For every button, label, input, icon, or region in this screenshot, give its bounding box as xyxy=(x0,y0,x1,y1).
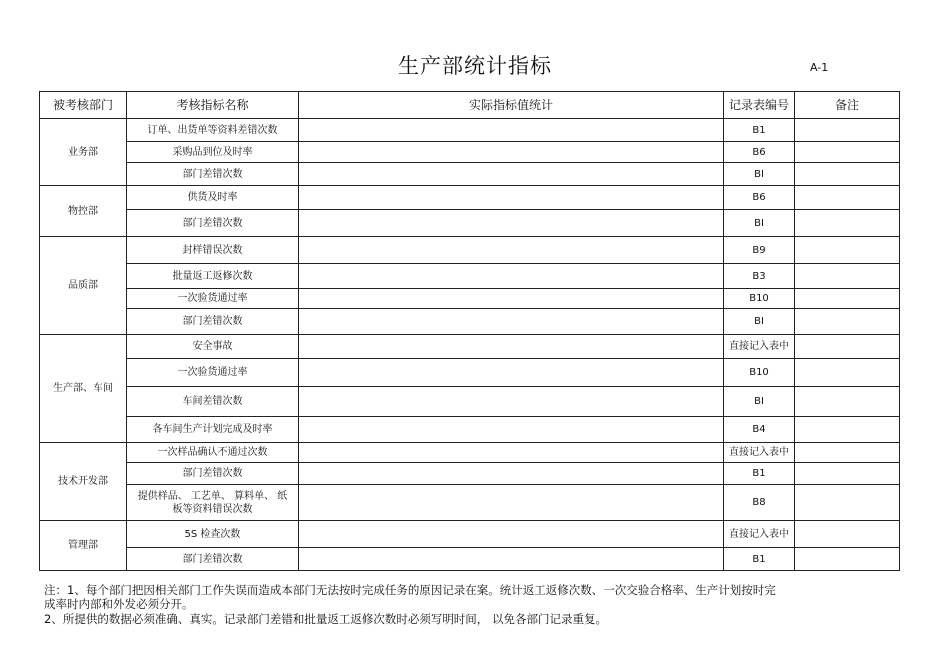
actual-value-cell[interactable] xyxy=(299,443,724,463)
remark-cell[interactable] xyxy=(795,521,900,548)
indicator-cell: 采购品到位及时率 xyxy=(127,142,299,163)
table-row xyxy=(40,359,900,387)
table-row xyxy=(40,142,900,163)
ref-no-cell: B10 xyxy=(724,289,795,309)
note-line-1: 注：1、每个部门把因相关部门工作失误而造成本部门无法按时完成任务的原因记录在案。统计返工返修次数、一次交验合格率、生产计划按时完 xyxy=(44,583,776,597)
remark-cell[interactable] xyxy=(795,119,900,142)
ref-no-cell: B3 xyxy=(724,264,795,289)
table-row xyxy=(40,443,900,463)
ref-no-cell: B1 xyxy=(724,119,795,142)
actual-value-cell[interactable] xyxy=(299,119,724,142)
table-row xyxy=(40,548,900,571)
remark-cell[interactable] xyxy=(795,264,900,289)
note-line-2: 成率时内部和外发必须分开。 xyxy=(44,597,194,611)
table-header-row xyxy=(40,92,900,119)
actual-value-cell[interactable] xyxy=(299,359,724,387)
remark-cell[interactable] xyxy=(795,289,900,309)
actual-value-cell[interactable] xyxy=(299,548,724,571)
header-ref-no: 记录表编号 xyxy=(724,92,795,119)
remark-cell[interactable] xyxy=(795,142,900,163)
remark-cell[interactable] xyxy=(795,210,900,237)
actual-value-cell[interactable] xyxy=(299,142,724,163)
indicator-cell: 一次样品确认不通过次数 xyxy=(127,443,299,463)
indicator-cell: 一次验货通过率 xyxy=(127,359,299,387)
ref-no-cell: B9 xyxy=(724,237,795,264)
header-remark: 备注 xyxy=(795,92,900,119)
table-row xyxy=(40,289,900,309)
indicator-cell: 供货及时率 xyxy=(127,186,299,210)
actual-value-cell[interactable] xyxy=(299,289,724,309)
department-cell: 业务部 xyxy=(40,119,127,186)
department-cell: 技术开发部 xyxy=(40,443,127,521)
ref-no-cell: B4 xyxy=(724,417,795,443)
ref-no-cell: BI xyxy=(724,163,795,186)
header-indicator: 考核指标名称 xyxy=(127,92,299,119)
ref-no-cell: B10 xyxy=(724,359,795,387)
actual-value-cell[interactable] xyxy=(299,417,724,443)
ref-no-cell: B1 xyxy=(724,548,795,571)
indicator-cell: 5S 检查次数 xyxy=(127,521,299,548)
ref-no-cell: B1 xyxy=(724,463,795,485)
department-cell: 生产部、车间 xyxy=(40,335,127,443)
ref-no-cell: BI xyxy=(724,210,795,237)
actual-value-cell[interactable] xyxy=(299,186,724,210)
indicator-cell: 一次验货通过率 xyxy=(127,289,299,309)
actual-value-cell[interactable] xyxy=(299,309,724,335)
actual-value-cell[interactable] xyxy=(299,210,724,237)
actual-value-cell[interactable] xyxy=(299,264,724,289)
remark-cell[interactable] xyxy=(795,485,900,521)
table-row xyxy=(40,186,900,210)
table-row xyxy=(40,387,900,417)
table-row xyxy=(40,309,900,335)
actual-value-cell[interactable] xyxy=(299,463,724,485)
table-row xyxy=(40,335,900,359)
actual-value-cell[interactable] xyxy=(299,521,724,548)
indicator-cell: 提供样品、 工艺单、 算料单、 纸 板等资料错误次数 xyxy=(127,485,299,521)
ref-no-cell: 直接记入表中 xyxy=(724,521,795,548)
table-row xyxy=(40,417,900,443)
department-cell: 管理部 xyxy=(40,521,127,571)
indicator-table xyxy=(39,91,900,571)
indicator-cell: 批量返工返修次数 xyxy=(127,264,299,289)
remark-cell[interactable] xyxy=(795,359,900,387)
remark-cell[interactable] xyxy=(795,548,900,571)
remark-cell[interactable] xyxy=(795,443,900,463)
indicator-cell: 部门差错次数 xyxy=(127,210,299,237)
indicator-cell: 各车间生产计划完成及时率 xyxy=(127,417,299,443)
indicator-cell: 部门差错次数 xyxy=(127,463,299,485)
remark-cell[interactable] xyxy=(795,237,900,264)
actual-value-cell[interactable] xyxy=(299,485,724,521)
page-title: 生产部统计指标 xyxy=(398,54,552,78)
table-body xyxy=(40,119,900,571)
ref-no-cell: 直接记入表中 xyxy=(724,443,795,463)
ref-no-cell: B6 xyxy=(724,186,795,210)
remark-cell[interactable] xyxy=(795,417,900,443)
indicator-cell: 部门差错次数 xyxy=(127,548,299,571)
actual-value-cell[interactable] xyxy=(299,163,724,186)
indicator-cell: 安全事故 xyxy=(127,335,299,359)
table-row xyxy=(40,521,900,548)
department-cell: 品质部 xyxy=(40,237,127,335)
actual-value-cell[interactable] xyxy=(299,335,724,359)
ref-no-cell: B8 xyxy=(724,485,795,521)
remark-cell[interactable] xyxy=(795,186,900,210)
indicator-cell: 车间差错次数 xyxy=(127,387,299,417)
indicator-cell: 部门差错次数 xyxy=(127,163,299,186)
table-row xyxy=(40,237,900,264)
table-row xyxy=(40,210,900,237)
remark-cell[interactable] xyxy=(795,463,900,485)
ref-no-cell: B6 xyxy=(724,142,795,163)
ref-no-cell: BI xyxy=(724,309,795,335)
indicator-cell: 部门差错次数 xyxy=(127,309,299,335)
table-row xyxy=(40,163,900,186)
header-actual: 实际指标值统计 xyxy=(299,92,724,119)
table-row xyxy=(40,119,900,142)
ref-no-cell: BI xyxy=(724,387,795,417)
table-row xyxy=(40,463,900,485)
table-row xyxy=(40,264,900,289)
note-line-3: 2、所提供的数据必须准确、真实。记录部门差错和批量返工返修次数时必须写明时间， 以免各部门记录重复。 xyxy=(44,612,607,626)
indicator-cell: 订单、出货单等资料差错次数 xyxy=(127,119,299,142)
department-cell: 物控部 xyxy=(40,186,127,237)
table-row xyxy=(40,485,900,521)
indicator-cell: 封样错误次数 xyxy=(127,237,299,264)
form-code: A-1 xyxy=(810,61,829,74)
header-department: 被考核部门 xyxy=(40,92,127,119)
remark-cell[interactable] xyxy=(795,387,900,417)
ref-no-cell: 直接记入表中 xyxy=(724,335,795,359)
remark-cell[interactable] xyxy=(795,309,900,335)
remark-cell[interactable] xyxy=(795,163,900,186)
actual-value-cell[interactable] xyxy=(299,387,724,417)
remark-cell[interactable] xyxy=(795,335,900,359)
actual-value-cell[interactable] xyxy=(299,237,724,264)
